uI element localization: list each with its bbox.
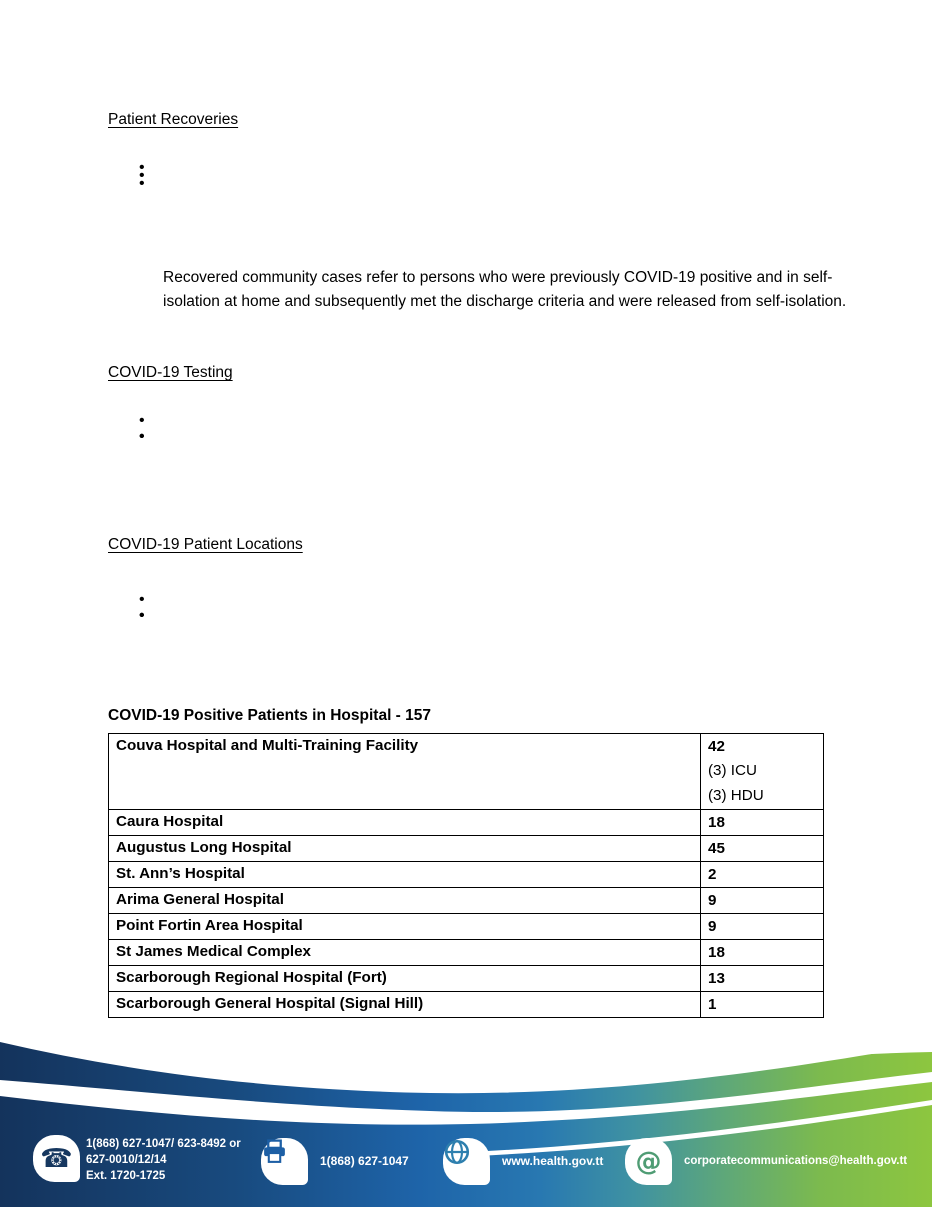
hospital-table-body (109, 734, 824, 1018)
table-row (109, 862, 824, 888)
text-line: 627-0010/12/14 (86, 1154, 167, 1166)
count-value: 13 (708, 970, 725, 987)
count-extra-lines (708, 758, 816, 808)
facility-cell: Arima General Hospital (109, 888, 701, 914)
count-value: 42 (708, 738, 725, 755)
patient-recoveries-bullet-list (108, 160, 888, 176)
fax-glyph (261, 1138, 288, 1165)
count-cell (701, 734, 824, 810)
recovered-community-cases-note: Recovered community cases refer to persons who were previously COVID-19 positive and in self-isolation at home and subsequently met the discharge criteria and were released from self-isolation. (163, 269, 847, 310)
table-row (109, 888, 824, 914)
count-cell (701, 966, 824, 992)
table-row (109, 810, 824, 836)
count-value: 45 (708, 840, 725, 857)
count-cell (701, 836, 824, 862)
table-row (109, 940, 824, 966)
hospital-table-title: COVID-19 Positive Patients in Hospital - 157 (108, 707, 432, 724)
count-value: 2 (708, 866, 717, 883)
fax-number-text: 1(868) 627-1047 (320, 1154, 409, 1168)
website-text: www.health.gov.tt (502, 1154, 604, 1168)
facility-cell: Augustus Long Hospital (109, 836, 701, 862)
hospital-table (108, 733, 824, 1018)
count-cell (701, 940, 824, 966)
text-line: 1(868) 627-1047/ 623-8492 or (86, 1138, 241, 1150)
globe-glyph (443, 1138, 471, 1166)
count-extra-line: (3) HDU (708, 787, 764, 804)
table-row (109, 836, 824, 862)
count-cell (701, 914, 824, 940)
count-cell (701, 810, 824, 836)
table-row (109, 992, 824, 1018)
fax-icon (261, 1138, 308, 1185)
facility-cell: St James Medical Complex (109, 940, 701, 966)
count-value: 18 (708, 814, 725, 831)
table-row (109, 914, 824, 940)
patient-locations-bullet-list (108, 592, 888, 608)
email-address-text: corporatecommunications@health.gov.tt (684, 1155, 908, 1167)
section-heading-patient-recoveries: Patient Recoveries (108, 111, 239, 128)
section-heading-patient-locations: COVID-19 Patient Locations (108, 536, 303, 553)
phone-icon (33, 1135, 80, 1182)
facility-cell: Point Fortin Area Hospital (109, 914, 701, 940)
facility-cell: Scarborough Regional Hospital (Fort) (109, 966, 701, 992)
count-cell (701, 992, 824, 1018)
facility-cell: Scarborough General Hospital (Signal Hill) (109, 992, 701, 1018)
table-row (109, 734, 824, 810)
facility-cell: Caura Hospital (109, 810, 701, 836)
count-cell (701, 862, 824, 888)
globe-icon (443, 1138, 490, 1185)
count-extra-line: (3) ICU (708, 762, 757, 779)
count-value: 9 (708, 892, 717, 909)
footer-wave-banner (0, 1040, 932, 1207)
at-glyph: @ (635, 1146, 662, 1177)
section-heading-covid-testing: COVID-19 Testing (108, 364, 233, 381)
phone-glyph: ☎ (40, 1143, 73, 1174)
count-value: 1 (708, 996, 717, 1013)
count-cell (701, 888, 824, 914)
text-line: Ext. 1720-1725 (86, 1170, 166, 1182)
table-row (109, 966, 824, 992)
facility-cell: Couva Hospital and Multi-Training Facility (109, 734, 701, 810)
count-value: 18 (708, 944, 725, 961)
covid-testing-bullet-list (108, 413, 888, 429)
count-value: 9 (708, 918, 717, 935)
email-icon (625, 1138, 672, 1185)
facility-cell: St. Ann’s Hospital (109, 862, 701, 888)
phone-numbers-text (86, 1136, 281, 1184)
